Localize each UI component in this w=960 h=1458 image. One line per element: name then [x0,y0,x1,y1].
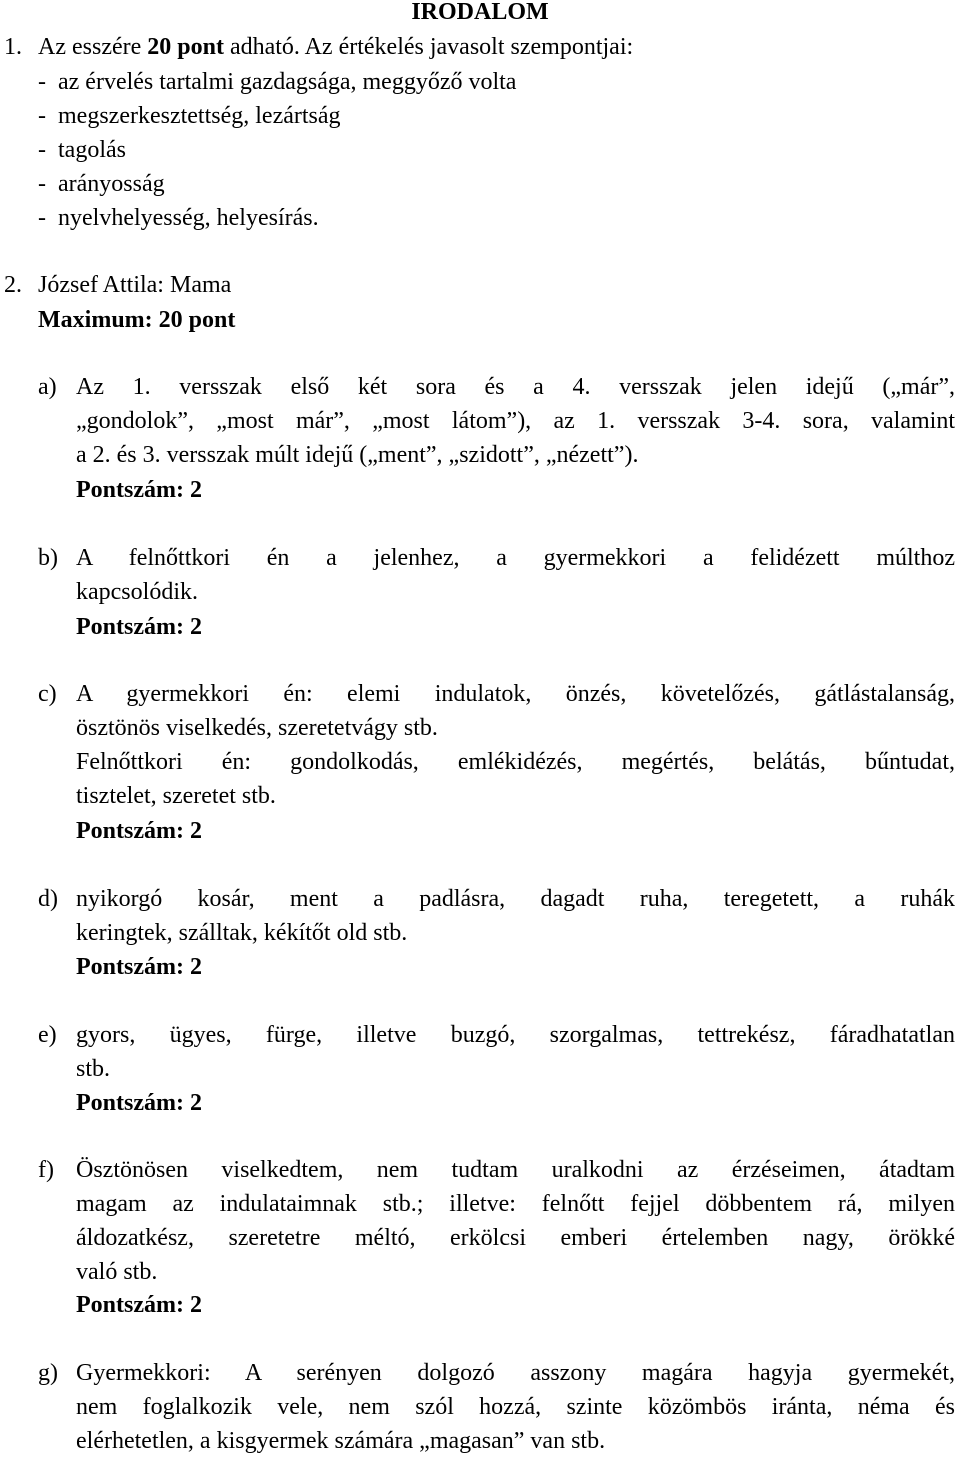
criterion-3: - tagolás [38,137,126,163]
item-a-label: a) [38,374,57,400]
item-e-text: gyors, ügyes, fürge, illetve buzgó, szorgalmas, tettrekész, fáradhatatlan stb. [76,1022,955,1082]
criterion-1: - az érvelés tartalmi gazdagsága, meggyőző volta [38,69,517,95]
item-d-label: d) [38,886,58,912]
item-c-score: Pontszám: 2 [76,818,202,844]
item-e-label: e) [38,1022,57,1048]
section1-lead-b: adható. Az értékelés javasolt szempontjai: [223,34,634,60]
section2-heading [4,270,231,300]
section1-number: 1. [4,34,22,60]
item-c-text: A gyermekkori én: elemi indulatok, önzés, követelőzés, gátlástalanság, ösztönös viselkedés, szeretetvágy stb. Felnőttkori én: gondolkodás, emlékidézés, megértés, belátás, bűntudat, tisztelet, szeretet stb. [76,681,955,809]
item-b-label: b) [38,545,58,571]
page-title: IRODALOM [411,0,549,25]
section1-intro [4,32,633,62]
criterion-5: - nyelvhelyesség, helyesírás. [38,205,319,231]
item-c-label: c) [38,681,57,707]
item-g-text: Gyermekkori: A serényen dolgozó asszony magára hagyja gyermekét, nem foglalkozik vele, nem szól hozzá, szinte közömbös iránta, néma és elérhetetlen, a kisgyermek számára „magasan” van stb. [76,1360,955,1454]
section2-title: József Attila: Mama [38,272,232,298]
section2-maximum: Maximum: 20 pont [38,307,236,333]
criterion-2: - megszerkesztettség, lezártság [38,103,341,129]
item-e-score: Pontszám: 2 [76,1090,202,1116]
section1-points: 20 pont [147,34,224,60]
item-b-score: Pontszám: 2 [76,614,202,640]
section1-lead-a: Az esszére [38,34,148,60]
item-f-score: Pontszám: 2 [76,1292,202,1318]
item-a-text: Az 1. versszak első két sora és a 4. versszak jelen idejű („már”, „gondolok”, „most már”, „most látom”), az 1. versszak 3-4. sora, valamint a 2. és 3. versszak múlt idejű („ment”, „szidott”, „nézett”). [76,374,955,468]
item-d-text: nyikorgó kosár, ment a padlásra, dagadt ruha, teregetett, a ruhák keringtek, szálltak, kékítőt old stb. [76,886,955,946]
item-b-text: A felnőttkori én a jelenhez, a gyermekkori a felidézett múlthoz kapcsolódik. [76,545,955,605]
item-g-label: g) [38,1360,58,1386]
item-a-score: Pontszám: 2 [76,477,202,503]
criterion-4: - arányosság [38,171,165,197]
section2-number: 2. [4,272,22,298]
item-f-text: Ösztönösen viselkedtem, nem tudtam uralkodni az érzéseimen, átadtam magam az indulataimnak stb.; illetve: felnőtt fejjel döbbentem rá, milyen áldozatkész, szeretetre méltó, erkölcsi emberi értelemben nagy, örökké való stb. [76,1157,955,1285]
item-d-score: Pontszám: 2 [76,954,202,980]
item-f-label: f) [38,1157,54,1183]
